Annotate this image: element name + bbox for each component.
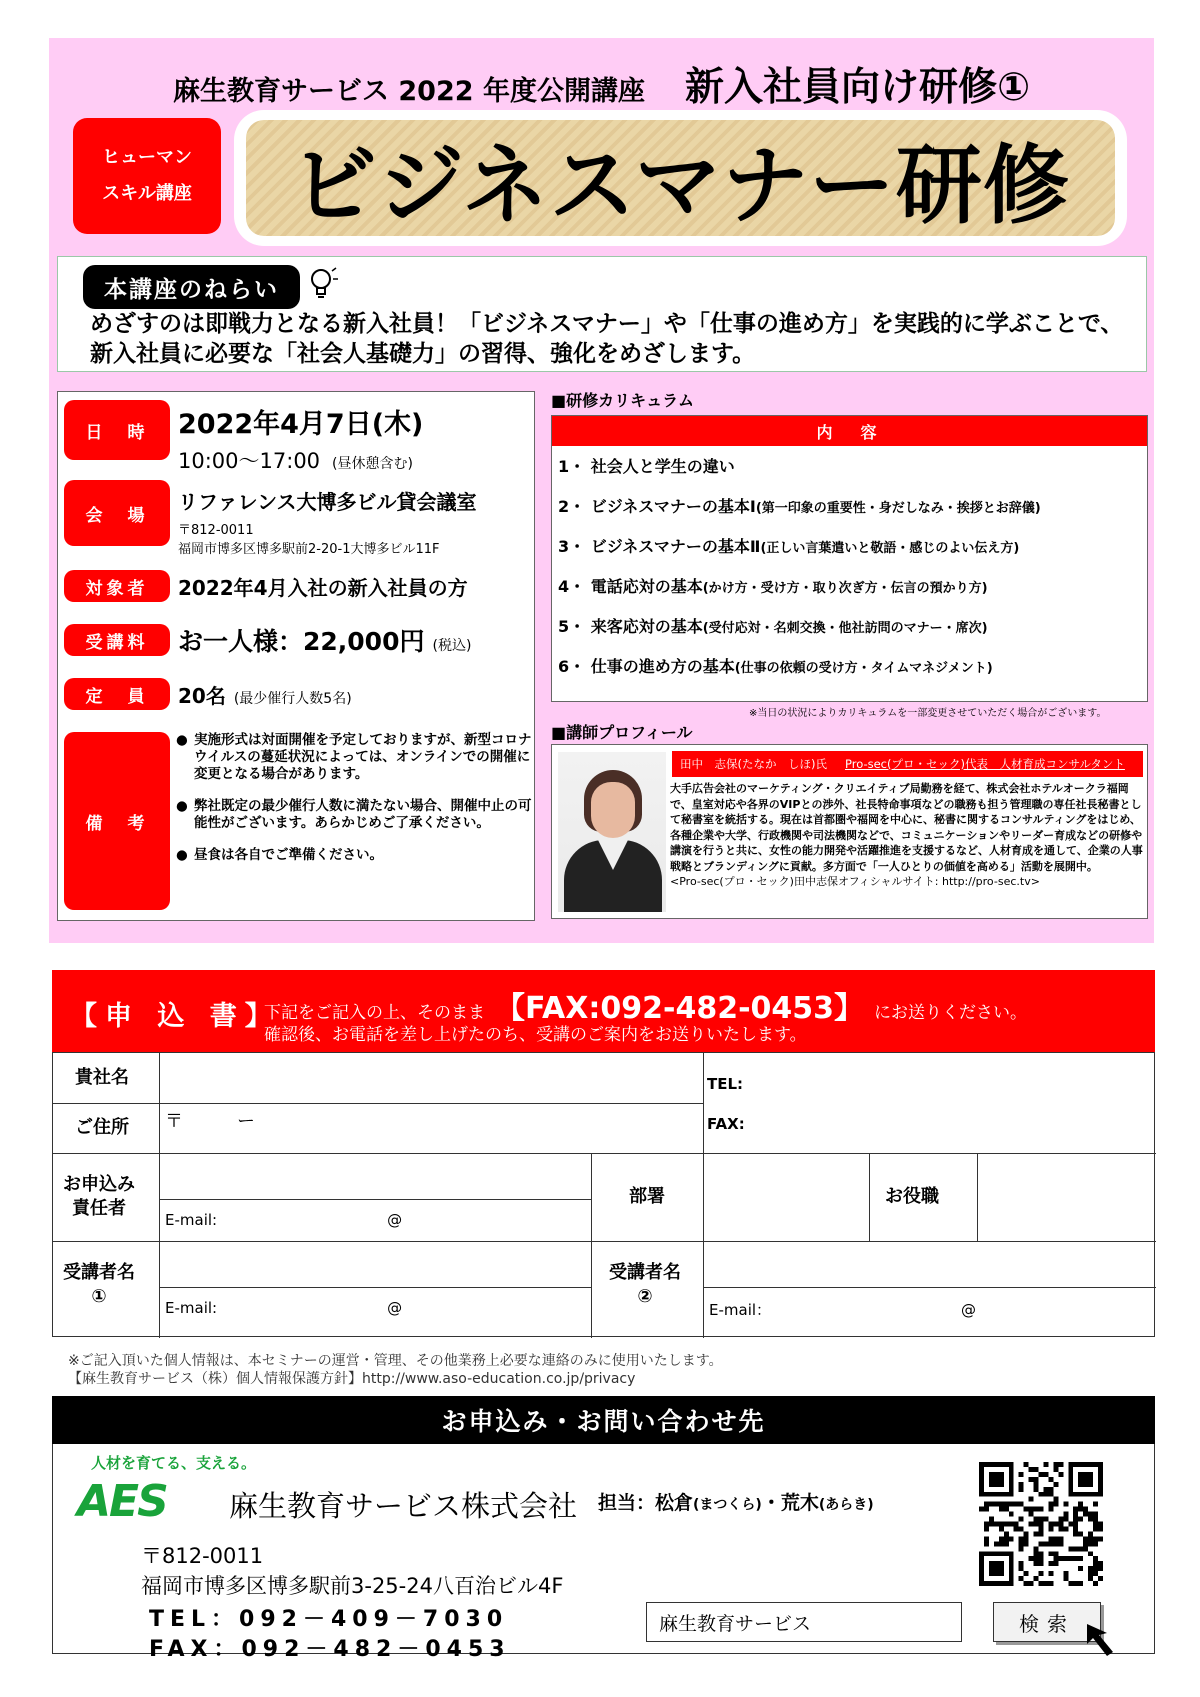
applicant-label: お申込み 責任者 [63, 1174, 135, 1219]
fee-label: 受講料 [64, 624, 170, 656]
application-instruction-2: 確認後、お電話を差し上げたのち、受講のご案内をお送りいたします。 [264, 1025, 807, 1045]
curriculum-item: 6・ 仕事の進め方の基本(仕事の依頼の受け方・タイムマネジメント) [558, 657, 993, 676]
curriculum-title: ■研修カリキュラム [551, 391, 694, 410]
venue-label: 会 場 [64, 480, 170, 546]
event-time-note: (昼休憩含む) [332, 456, 413, 472]
profile-title: ■講師プロフィール [551, 723, 693, 742]
company-slogan: 人材を育てる、支える。 [91, 1454, 257, 1472]
event-date: 2022年4月7日(木) [178, 409, 424, 440]
badge-line-1: ヒューマン [102, 147, 192, 168]
applicant-name-field[interactable] [165, 1157, 585, 1197]
application-header [52, 970, 1155, 1052]
position-label: お役職 [885, 1186, 939, 1207]
title-panel [246, 120, 1115, 236]
curriculum-item: 3・ ビジネスマナーの基本Ⅱ(正しい言葉遣いと敬語・感じのよい伝え方) [558, 537, 1020, 556]
capacity-label: 定 員 [64, 678, 170, 710]
search-input[interactable]: 麻生教育サービス [646, 1602, 962, 1642]
company-tel: TEL：092－409－7030 [149, 1607, 509, 1632]
note-item: ● 実施形式は対面開催を予定しておりますが、新型コロナウイルスの蔓延状況によっては、オンラインでの開催に変更となる場合があります。 [176, 732, 532, 782]
privacy-policy-link[interactable]: 【麻生教育サービス（株）個人情報保護方針】http://www.aso-education.co.jp/privacy [68, 1371, 636, 1387]
capacity-row [178, 680, 352, 709]
company-fax: FAX：092－482－0453 [149, 1637, 511, 1662]
qr-code-icon[interactable] [979, 1462, 1103, 1586]
cursor-arrow-icon [1085, 1622, 1125, 1662]
curriculum-note: ※当日の状況によりカリキュラムを一部変更させていただく場合がございます。 [749, 708, 1107, 719]
instructor-role: Pro-sec(プロ・セック)代表 人材育成コンサルタント [844, 757, 1125, 771]
contact-box [52, 1444, 1155, 1662]
top-section [49, 38, 1154, 943]
curriculum-item: 1・ 社会人と学生の違い [558, 457, 735, 476]
capacity-note: (最少催行人数5名) [233, 691, 352, 707]
trainee1-name-field[interactable] [165, 1245, 585, 1285]
instructor-photo [558, 752, 666, 912]
instructor-bio [670, 781, 1146, 890]
department-label: 部署 [629, 1186, 665, 1207]
tel-field[interactable]: TEL: [707, 1075, 744, 1093]
notes-list [176, 732, 532, 879]
company-name: 麻生教育サービス株式会社 [229, 1489, 578, 1523]
venue-value [178, 486, 477, 559]
venue-street: 福岡市博多区博多駅前2-20-1大博多ビル11F [178, 542, 440, 557]
fax-number: 【FAX:092-482-0453】 [495, 991, 865, 1026]
trainee1-email-field[interactable]: E-mail: @ [165, 1299, 403, 1317]
trainee2-label: 受講者名 ② [609, 1262, 681, 1307]
aim-text: めざすのは即戦力となる新入社員！「ビジネスマナー」や「仕事の進め方」を実践的に学ぶことで、新入社員に必要な「社会人基礎力」の習得、強化をめざします。 [90, 311, 1124, 367]
fee-note: (税込) [432, 638, 472, 654]
company-label: 貴社名 [75, 1067, 129, 1088]
badge-line-2: スキル講座 [102, 183, 192, 204]
target-label: 対象者 [64, 570, 170, 602]
bio-text: 大手広告会社のマーケティング・クリエイティブ局勤務を経て、株式会社ホテルオークラ福岡で、皇室対応や各界のVIPとの渉外、社長特命事項などの職務も担う管理職の専任社長秘書として秘書室を統括する。現在は首都圏や福岡を中心に、秘書に関するコンサルティングをはじめ、各種企業や大学、行政機関や司法機関などで、コミュニケーションやリーダー育成などの研修や講演を行うと共に、女性の能力開発や活躍推進を支援するなど、人材育成を通して、企業の人事戦略とブランディングに貢献。多方面で「一人ひとりの価値を高める」活動を展開中。 [670, 782, 1143, 873]
search-button[interactable]: 検索 [993, 1602, 1101, 1642]
venue-name: リファレンス大博多ビル貸会議室 [178, 490, 477, 514]
privacy-note [68, 1352, 723, 1388]
aim-box [57, 256, 1147, 372]
applicant-email-field[interactable]: E-mail: @ [165, 1211, 403, 1229]
trainee1-label: 受講者名 ① [63, 1262, 135, 1307]
note-text: 弊社既定の最少催行人数に満たない場合、開催中止の可能性がございます。あらかじめご了承ください。 [194, 798, 532, 831]
header-line [49, 56, 1154, 112]
capacity-value: 20名 [178, 684, 226, 708]
curriculum-box [551, 415, 1148, 702]
series-title: 新入社員向け研修① [684, 65, 1030, 110]
company-zip: 〒812-0011 [141, 1544, 264, 1568]
privacy-line-1: ※ご記入頂いた個人情報は、本セミナーの運営・管理、その他業務上必要な連絡のみに使用いたします。 [68, 1353, 723, 1369]
address-field[interactable]: 〒 ー [165, 1111, 255, 1132]
date-label: 日 時 [64, 400, 170, 460]
instructor-name: 田中 志保(たなか しほ)氏 [680, 757, 827, 771]
curriculum-item: 5・ 来客応対の基本(受付応対・名刺交換・他社訪問のマナー・席次) [558, 617, 988, 636]
position-field[interactable] [983, 1157, 1151, 1237]
event-time: 10:00～17:00 [178, 449, 321, 473]
curriculum-item: 4・ 電話応対の基本(かけ方・受け方・取り次ぎ方・伝言の預かり方) [558, 577, 988, 596]
org-line: 麻生教育サービス 2022 年度公開講座 [173, 76, 645, 107]
trainee2-name-field[interactable] [709, 1245, 1149, 1285]
event-time-row [178, 445, 423, 475]
fee-value: お一人様：22,000円 [178, 627, 425, 656]
instructor-name-bar [672, 751, 1143, 777]
staff-contacts: 担当：松倉(まつくら)・荒木(あらき) [598, 1492, 874, 1514]
department-field[interactable] [709, 1157, 865, 1237]
company-logo: AES [77, 1476, 167, 1527]
company-address: 福岡市博多区博多駅前3-25-24八百治ビル4F [141, 1574, 564, 1598]
venue-address [178, 521, 477, 559]
aim-label: 本講座のねらい [83, 265, 300, 309]
category-badge [73, 118, 221, 234]
curriculum-item: 2・ ビジネスマナーの基本Ⅰ(第一印象の重要性・身だしなみ・挨拶とお辞儀) [558, 497, 1041, 516]
note-item: ● 昼食は各自でご準備ください。 [176, 847, 383, 863]
note-item: ● 弊社既定の最少催行人数に満たない場合、開催中止の可能性がございます。あらかじめご了承ください。 [176, 798, 532, 831]
application-title: 【申 込 書】 [70, 1001, 280, 1032]
target-value: 2022年4月入社の新入社員の方 [178, 576, 468, 600]
profile-box [551, 744, 1148, 919]
fax-field[interactable]: FAX: [707, 1115, 745, 1133]
venue-zip: 〒812-0011 [178, 523, 254, 538]
company-field[interactable] [165, 1057, 695, 1101]
notes-label: 備 考 [64, 732, 170, 910]
lightbulb-icon [308, 267, 338, 301]
instructor-site-link[interactable]: <Pro-sec(プロ・セック)田中志保オフィシャルサイト: http://pro-sec.tv> [670, 875, 1040, 888]
curriculum-head: 内 容 [552, 416, 1147, 446]
address-label: ご住所 [75, 1117, 129, 1138]
trainee2-email-field[interactable]: E-mail： @ [709, 1301, 977, 1319]
contact-heading: お申込み・お問い合わせ先 [52, 1396, 1155, 1444]
fee-row [178, 622, 471, 658]
date-value [178, 402, 423, 475]
note-text: 実施形式は対面開催を予定しておりますが、新型コロナウイルスの蔓延状況によっては、オンラインでの開催に変更となる場合があります。 [194, 732, 532, 782]
application-form [52, 1052, 1155, 1337]
event-info-box [57, 391, 535, 921]
main-title: ビジネスマナー研修 [291, 136, 1070, 236]
application-instruction-1: 下記をご記入の上、そのまま 【FAX:092-482-0453】 にお送りください。 [264, 991, 1028, 1026]
note-text: 昼食は各自でご準備ください。 [194, 847, 383, 863]
